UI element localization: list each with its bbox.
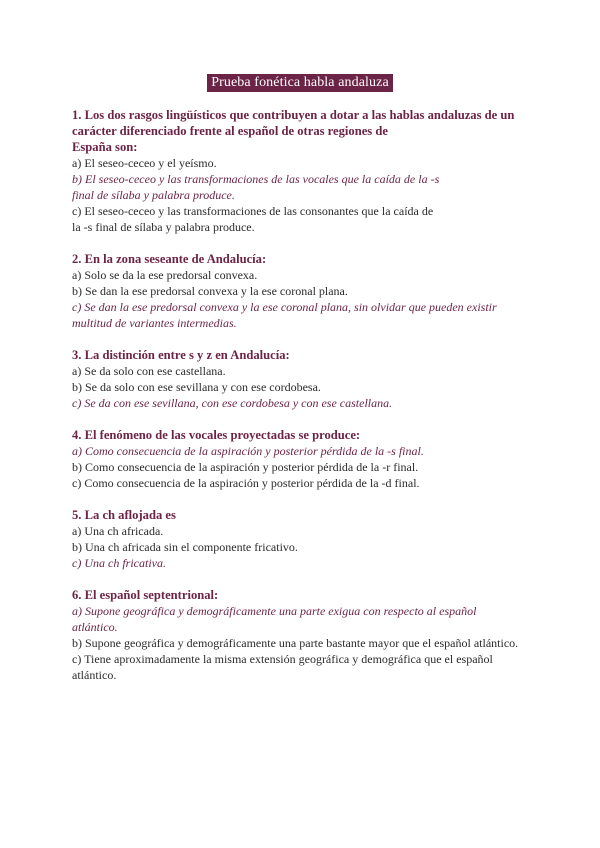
answer-option-line: b) El seseo-ceceo y las transformaciones de las vocales que la caída de la -s <box>72 172 440 186</box>
question-title-line: España son: <box>72 140 138 154</box>
question-title-line: 3. La distinción entre s y z en Andalucía: <box>72 348 290 362</box>
answer-option <box>72 539 542 555</box>
document-title: Prueba fonética habla andaluza <box>207 74 393 92</box>
question-1 <box>72 107 542 235</box>
question-title-line: 6. El español septentrional: <box>72 588 219 602</box>
answer-option <box>72 459 542 475</box>
answer-option-line: atlántico. <box>72 620 118 634</box>
answer-option <box>72 379 542 395</box>
answer-option-line: b) Se da solo con ese sevillana y con ese cordobesa. <box>72 380 321 394</box>
question-2 <box>72 251 542 331</box>
answer-option-line: b) Supone geográfica y demográficamente una parte bastante mayor que el español atlántico. <box>72 636 519 650</box>
answer-option-highlighted <box>72 555 542 571</box>
answer-option-highlighted <box>72 171 542 203</box>
answer-option <box>72 267 542 283</box>
answer-option-line: c) Se da con ese sevillana, con ese cordobesa y con ese castellana. <box>72 396 393 410</box>
answer-option-line: c) Tiene aproximadamente la misma extensión geográfica y demográfica que el español <box>72 652 493 666</box>
answer-option-line: a) Solo se da la ese predorsal convexa. <box>72 268 258 282</box>
answer-option-highlighted <box>72 603 542 635</box>
answer-option <box>72 651 542 683</box>
question-4 <box>72 427 542 491</box>
answer-option-line: c) Como consecuencia de la aspiración y posterior pérdida de la -d final. <box>72 476 420 490</box>
question-6 <box>72 587 542 683</box>
answer-option-highlighted <box>72 443 542 459</box>
answer-option-line: final de sílaba y palabra produce. <box>72 188 235 202</box>
answer-option <box>72 363 542 379</box>
answer-option-highlighted <box>72 395 542 411</box>
answer-option <box>72 203 542 235</box>
question-title <box>72 251 542 267</box>
answer-option-line: c) Una ch fricativa. <box>72 556 166 570</box>
answer-option <box>72 523 542 539</box>
answer-option-line: atlántico. <box>72 668 117 682</box>
answer-option <box>72 155 542 171</box>
answer-option <box>72 283 542 299</box>
answer-option-line: a) Se da solo con ese castellana. <box>72 364 226 378</box>
answer-option-line: b) Una ch africada sin el componente fricativo. <box>72 540 298 554</box>
question-title-line: 5. La ch aflojada es <box>72 508 176 522</box>
questions-list <box>72 107 542 699</box>
answer-option-line: b) Se dan la ese predorsal convexa y la ese coronal plana. <box>72 284 348 298</box>
answer-option-line: la -s final de sílaba y palabra produce. <box>72 220 255 234</box>
question-title <box>72 507 542 523</box>
question-title-line: 2. En la zona seseante de Andalucía: <box>72 252 267 266</box>
question-title <box>72 427 542 443</box>
answer-option-line: c) Se dan la ese predorsal convexa y la ese coronal plana, sin olvidar que pueden existir <box>72 300 497 314</box>
answer-option-line: a) Una ch africada. <box>72 524 164 538</box>
question-title <box>72 347 542 363</box>
answer-option <box>72 475 542 491</box>
answer-option-line: c) El seseo-ceceo y las transformaciones de las consonantes que la caída de <box>72 204 434 218</box>
answer-option-highlighted <box>72 299 542 331</box>
question-title <box>72 587 542 603</box>
question-3 <box>72 347 542 411</box>
answer-option-line: a) El seseo-ceceo y el yeísmo. <box>72 156 217 170</box>
answer-option <box>72 635 542 651</box>
question-5 <box>72 507 542 571</box>
answer-option-line: multitud de variantes intermedias. <box>72 316 237 330</box>
question-title <box>72 107 542 155</box>
answer-option-line: a) Supone geográfica y demográficamente una parte exigua con respecto al español <box>72 604 477 618</box>
answer-option-line: a) Como consecuencia de la aspiración y posterior pérdida de la -s final. <box>72 444 424 458</box>
question-title-line: 1. Los dos rasgos lingüísticos que contribuyen a dotar a las hablas andaluzas de un <box>72 108 515 122</box>
title-container <box>0 73 600 92</box>
question-title-line: 4. El fenómeno de las vocales proyectadas se produce: <box>72 428 361 442</box>
answer-option-line: b) Como consecuencia de la aspiración y posterior pérdida de la -r final. <box>72 460 419 474</box>
question-title-line: carácter diferenciado frente al español de otras regiones de <box>72 124 388 138</box>
